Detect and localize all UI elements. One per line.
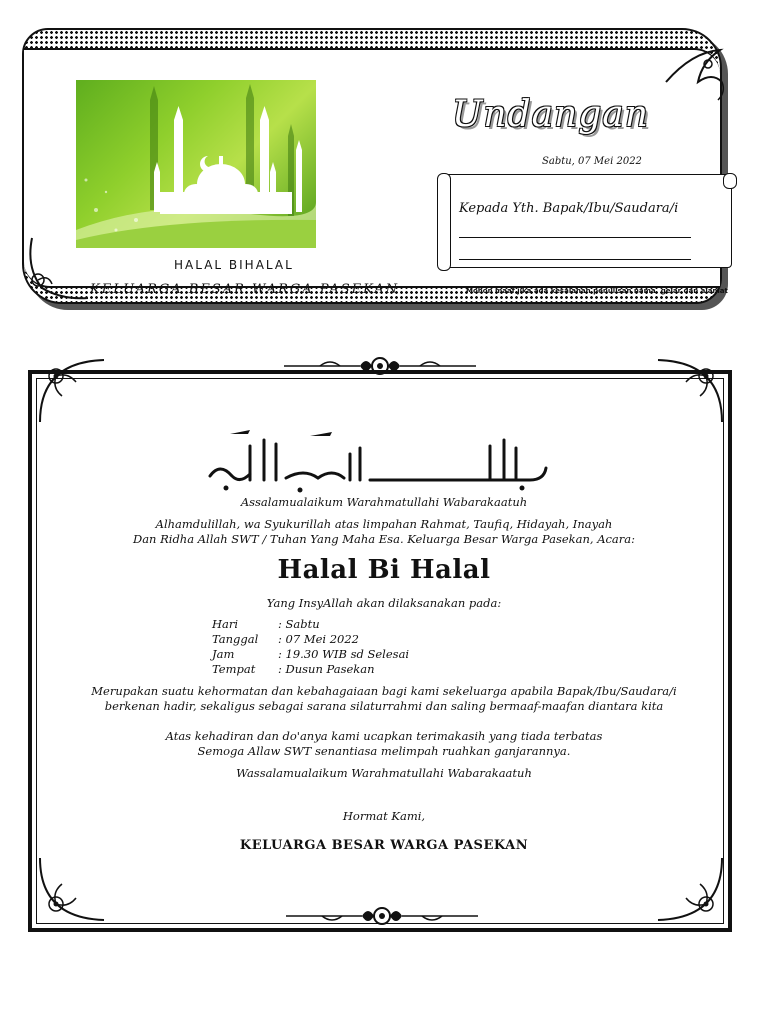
- regards: Hormat Kami,: [342, 809, 426, 823]
- detail-label: Tanggal: [212, 632, 259, 646]
- recipient-label: Kepada Yth. Bapak/Ibu/Saudara/i: [459, 201, 679, 216]
- apology-note: Mohon maaf jika ada kesalahan penulisan nama, gelar dan alamat: [466, 287, 728, 295]
- intro-line-1: Alhamdulillah, wa Syukurillah atas limpahan Rahmat, Taufiq, Hidayah, Inayah: [155, 517, 613, 531]
- envelope-date: Sabtu, 07 Mei 2022: [542, 156, 642, 167]
- event-title: Halal Bi Halal: [277, 555, 491, 585]
- corner-ornament-bottom-right-icon: [652, 852, 728, 928]
- detail-label: Jam: [212, 647, 235, 661]
- detail-label: Hari: [212, 617, 239, 631]
- detail-row-day: [212, 617, 409, 632]
- thanks-line-1: Atas kehadiran dan do'anya kami ucapkan terimakasih yang tiada terbatas: [165, 729, 603, 743]
- scroll-curl-left: [437, 173, 451, 271]
- honor-line-2: berkenan hadir, sekaligus sebagai sarana silaturrahmi dan saling bermaaf-maafan diantara kita: [104, 699, 664, 713]
- detail-value: : Dusun Pasekan: [278, 662, 375, 676]
- detail-value: : 19.30 WIB sd Selesai: [278, 647, 410, 661]
- flourish-bottom-left-icon: [22, 228, 92, 308]
- envelope-card: [22, 28, 728, 310]
- honor-line-1: Merupakan suatu kehormatan dan kebahagaiaan bagi kami sekeluarga apabila Bapak/Ibu/Saudara/i: [91, 684, 677, 698]
- flourish-top-right-icon: [662, 42, 728, 110]
- recipient-line-2: [459, 259, 691, 260]
- mosque-illustration: [76, 80, 316, 248]
- detail-row-time: [212, 647, 409, 662]
- ornament-bottom-center-icon: [282, 902, 482, 930]
- bismillah-calligraphy-icon: [190, 426, 560, 498]
- invitation-title: Undangan: [452, 94, 649, 135]
- corner-ornament-bottom-left-icon: [34, 852, 110, 928]
- corner-ornament-top-left-icon: [34, 352, 110, 428]
- ornament-top-center-icon: [280, 352, 480, 380]
- envelope-checkered-border: [22, 28, 728, 304]
- intro-line-2: Dan Ridha Allah SWT / Tuhan Yang Maha Esa. Keluarga Besar Warga Pasekan, Acara:: [132, 532, 636, 546]
- event-name-small: HALAL BIHALAL: [174, 258, 294, 272]
- scroll-curl-right: [723, 173, 737, 189]
- closing-greeting: Wassalamualaikum Warahmatullahi Wabarakaatuh: [236, 766, 532, 780]
- detail-row-place: [212, 662, 409, 677]
- detail-value: : 07 Mei 2022: [278, 632, 359, 646]
- corner-ornament-top-right-icon: [652, 352, 728, 428]
- opening-greeting: Assalamualaikum Warahmatullahi Wabarakaatuh: [240, 495, 528, 509]
- detail-value: : Sabtu: [278, 617, 320, 631]
- host-name-small: KELUARGA BESAR WARGA PASEKAN: [90, 282, 400, 297]
- detail-row-date: [212, 632, 409, 647]
- recipient-line-1: [459, 237, 691, 238]
- detail-label: Tempat: [212, 662, 256, 676]
- envelope-inner-panel: [24, 48, 728, 297]
- schedule-intro: Yang InsyAllah akan dilaksanakan pada:: [266, 596, 502, 610]
- recipient-scroll: [442, 174, 732, 268]
- thanks-line-2: Semoga Allaw SWT senantiasa melimpah ruahkan ganjarannya.: [197, 744, 571, 758]
- event-details: [212, 617, 409, 677]
- signature: KELUARGA BESAR WARGA PASEKAN: [239, 838, 529, 853]
